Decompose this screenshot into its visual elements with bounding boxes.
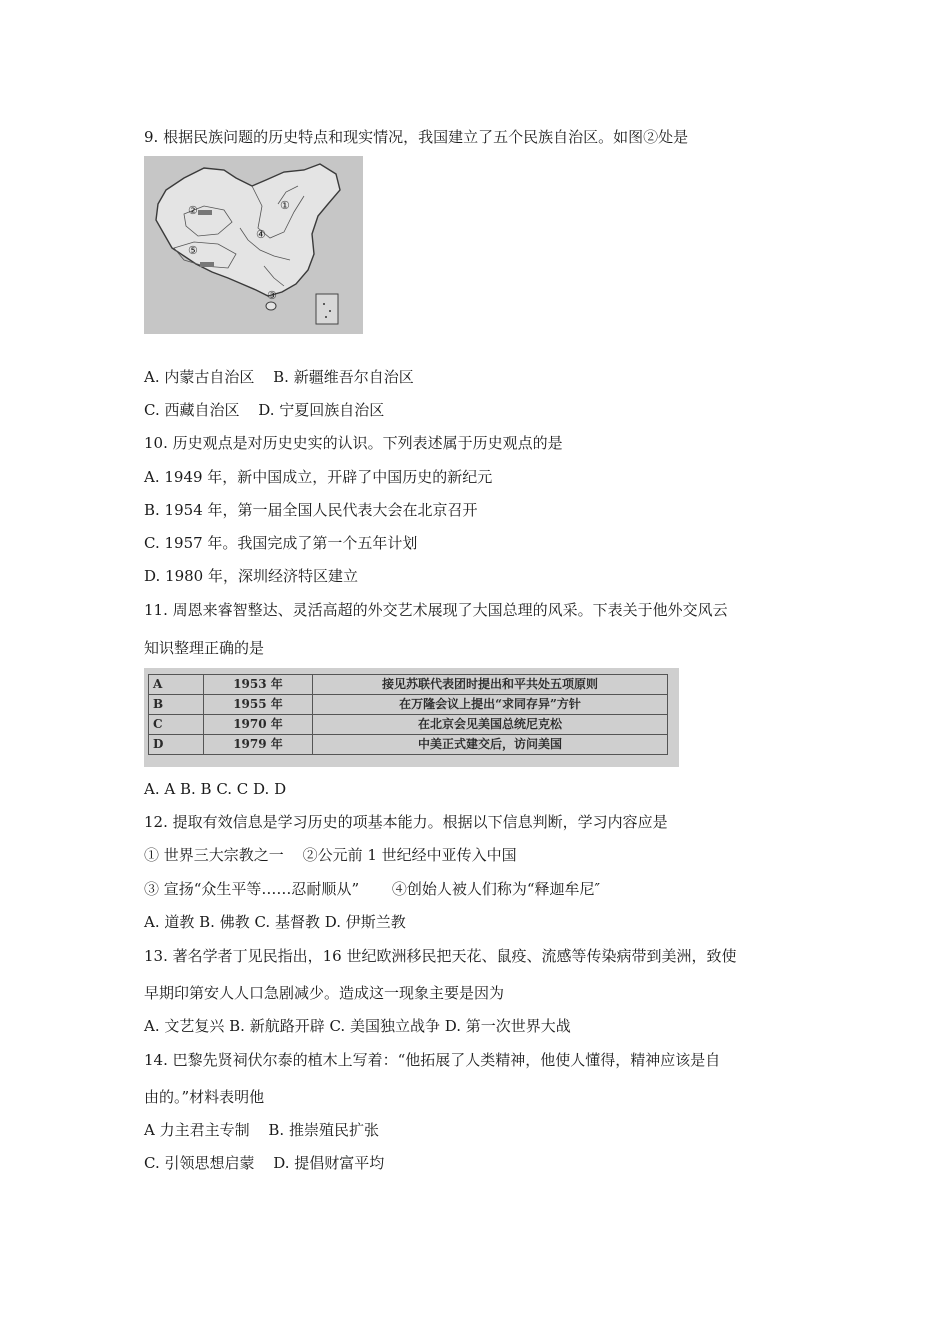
q14-stem-line2: 由的。”材料表明他 — [144, 1088, 265, 1106]
q12-info-row2 — [144, 879, 600, 899]
q10-stem: 10. 历史观点是对历史史实的认识。下列表述属于历史观点的是 — [144, 434, 563, 452]
map-label-3: ③ — [267, 289, 277, 302]
q9-option-a: A. 内蒙古自治区 — [144, 368, 255, 386]
q14-option-a: A 力主君主专制 — [144, 1121, 250, 1139]
zhou-enlai-diplomacy-table — [144, 668, 679, 767]
q9-option-b: B. 新疆维吾尔自治区 — [273, 368, 414, 386]
q10-option-d: D. 1980 年，深圳经济特区建立 — [144, 567, 358, 585]
q14-options-row2 — [144, 1153, 384, 1173]
q9-options-row1 — [144, 367, 414, 387]
row-event: 中美正式建交后，访问美国 — [313, 735, 668, 755]
q12-info-row1 — [144, 845, 517, 865]
q11-stem-line2: 知识整理正确的是 — [144, 639, 265, 657]
q10-option-a: A. 1949 年，新中国成立，开辟了中国历史的新纪元 — [144, 468, 493, 486]
q13-stem-line1: 13. 著名学者丁见民指出，16 世纪欧洲移民把天花、鼠疫、流感等传染病带到美洲，致使 — [144, 947, 737, 965]
q12-info-4: ④创始人被人们称为“释迦牟尼″ — [391, 880, 601, 898]
q12-options: A. 道教 B. 佛教 C. 基督教 D. 伊斯兰教 — [144, 913, 406, 931]
q12-info-1: ① 世界三大宗教之一 — [144, 846, 284, 864]
row-year: 1953 年 — [204, 675, 313, 695]
table-row — [149, 675, 668, 695]
map-label-4: ④ — [256, 228, 266, 241]
q14-option-c: C. 引领思想启蒙 — [144, 1154, 255, 1172]
q9-option-d: D. 宁夏回族自治区 — [258, 401, 385, 419]
row-key: D — [149, 735, 204, 755]
table-row — [149, 735, 668, 755]
q9-option-c: C. 西藏自治区 — [144, 401, 240, 419]
q12-info-2: ②公元前 1 世纪经中亚传入中国 — [302, 846, 517, 864]
q14-option-b: B. 推崇殖民扩张 — [268, 1121, 379, 1139]
q11-stem-line1: 11. 周恩来睿智整达、灵活高超的外交艺术展现了大国总理的风采。下表关于他外交风云 — [144, 601, 728, 619]
q14-options-row1 — [144, 1120, 379, 1140]
q9-stem: 9. 根据民族问题的历史特点和现实情况，我国建立了五个民族自治区。如图②处是 — [144, 128, 689, 146]
q13-stem-line2: 早期印第安人人口急剧减少。造成这一现象主要是因为 — [144, 984, 505, 1002]
q13-options: A. 文艺复兴 B. 新航路开辟 C. 美国独立战争 D. 第一次世界大战 — [144, 1017, 571, 1035]
row-key: B — [149, 695, 204, 715]
map-label-5: ⑤ — [188, 244, 198, 257]
q12-info-3: ③ 宣扬“众生平等……忍耐顺从” — [144, 880, 360, 898]
q12-stem: 12. 提取有效信息是学习历史的项基本能力。根据以下信息判断，学习内容应是 — [144, 813, 668, 831]
q14-stem-line1: 14. 巴黎先贤祠伏尔泰的植木上写着：“他拓展了人类精神，他使人懂得，精神应该是自 — [144, 1051, 721, 1069]
q10-option-b: B. 1954 年，第一届全国人民代表大会在北京召开 — [144, 501, 478, 519]
table-row — [149, 715, 668, 735]
map-label-1: ① — [280, 199, 290, 212]
row-key: C — [149, 715, 204, 735]
row-year: 1970 年 — [204, 715, 313, 735]
china-map-icon — [144, 156, 363, 334]
q10-option-c: C. 1957 年。我国完成了第一个五年计划 — [144, 534, 418, 552]
row-year: 1979 年 — [204, 735, 313, 755]
row-event: 接见苏联代表团时提出和平共处五项原则 — [313, 675, 668, 695]
q9-options-row2 — [144, 400, 384, 420]
row-event: 在万隆会议上提出“求同存异”方针 — [313, 695, 668, 715]
diplomacy-table — [148, 674, 668, 755]
q11-options: A. A B. B C. C D. D — [144, 780, 287, 798]
row-event: 在北京会见美国总统尼克松 — [313, 715, 668, 735]
row-key: A — [149, 675, 204, 695]
china-autonomous-regions-map — [144, 156, 363, 334]
row-year: 1955 年 — [204, 695, 313, 715]
q14-option-d: D. 提倡财富平均 — [273, 1154, 385, 1172]
map-label-2: ② — [188, 204, 198, 217]
table-row — [149, 695, 668, 715]
